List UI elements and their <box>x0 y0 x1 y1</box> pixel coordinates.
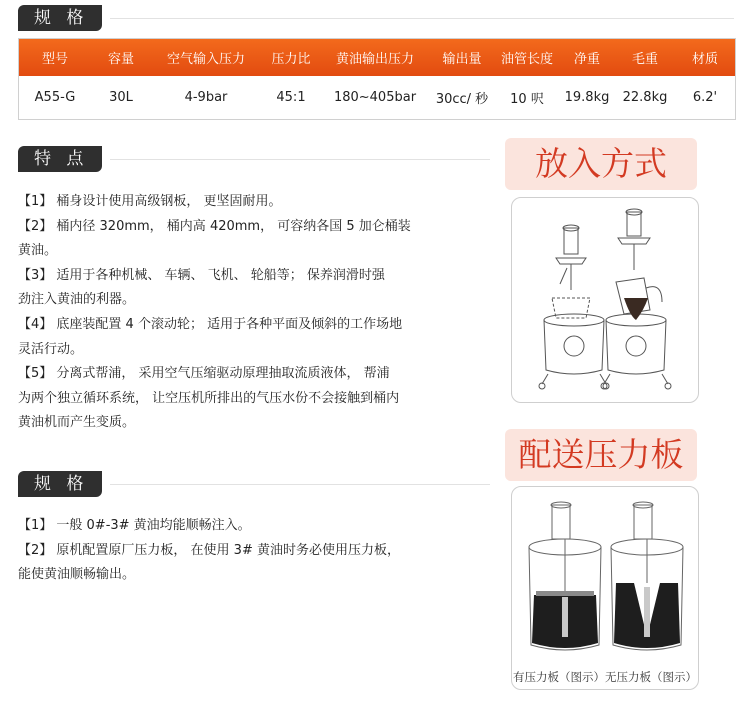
spec-header-ratio: 压力比 <box>271 52 311 67</box>
spec-table <box>18 38 736 120</box>
usage-line: 能使黄油顺畅输出。 <box>18 567 136 583</box>
features-line: 黄油。 <box>18 243 58 259</box>
spec-value-model: A55-G <box>34 90 76 105</box>
placement-title: 放入方式 <box>505 138 697 190</box>
features-line: 劲注入黄油的利器。 <box>18 292 136 308</box>
pressure-plate-illustration <box>511 486 699 690</box>
features-line: 为两个独立循环系统， 让空压机所排出的气压水份不会接触到桶内 <box>18 390 400 406</box>
spec-value-ratio: 45:1 <box>276 90 306 105</box>
pressure-plate-caption: 有压力板（图示）无压力板（图示） <box>513 670 697 684</box>
spec-header-capacity: 容量 <box>107 52 134 67</box>
features-line: 灵活行动。 <box>18 341 84 357</box>
spec-value-grease-pressure: 180~405bar <box>333 90 417 105</box>
spec-header-net-weight: 净重 <box>573 52 600 67</box>
features-section-rule <box>110 159 490 160</box>
spec-table-header <box>19 39 735 76</box>
usage-line: 【2】 原机配置原厂压力板， 在使用 3# 黄油时务必使用压力板， <box>18 542 400 558</box>
features-line: 黄油机而产生变质。 <box>18 415 136 431</box>
features-list <box>18 190 458 436</box>
spec-value-gross-weight: 22.8kg <box>622 90 668 105</box>
spec-value-output: 30cc/ 秒 <box>435 92 489 107</box>
placement-drawing <box>512 198 698 402</box>
spec-header-output: 输出量 <box>442 52 482 67</box>
features-line: 【5】 分离式帮浦， 采用空气压缩驱动原理抽取流质液体， 帮浦 <box>18 366 390 382</box>
spec-section-rule <box>110 18 734 19</box>
usage-list <box>18 514 458 588</box>
spec-header-grease-pressure: 黄油输出压力 <box>335 52 414 67</box>
features-line: 【2】 桶内径 320mm， 桶内高 420mm， 可容纳各国 5 加仑桶装 <box>18 218 411 234</box>
usage-line: 【1】 一般 0#-3# 黄油均能顺畅注入。 <box>18 518 251 533</box>
spec-header-model: 型号 <box>41 52 68 67</box>
usage-section-rule <box>110 484 490 485</box>
spec-header-material: 材质 <box>691 52 718 67</box>
spec-section-tag: 规 格 <box>18 5 102 31</box>
spec-value-net-weight: 19.8kg <box>564 90 610 105</box>
spec-table-row <box>19 76 735 119</box>
features-line: 【1】 桶身设计使用高级钢板， 更坚固耐用。 <box>18 194 282 209</box>
pressure-plate-drawing <box>512 487 698 665</box>
spec-value-hose-length: 10 呎 <box>510 92 544 107</box>
features-line: 【4】 底座装配置 4 个滚动轮； 适用于各种平面及倾斜的工作场地 <box>18 316 403 332</box>
features-section-tag: 特 点 <box>18 146 102 172</box>
spec-header-hose-length: 油管长度 <box>500 52 553 67</box>
spec-value-capacity: 30L <box>109 90 133 105</box>
spec-value-material: 6.2' <box>692 90 718 105</box>
pressure-plate-title: 配送压力板 <box>505 429 697 481</box>
spec-header-gross-weight: 毛重 <box>631 52 658 67</box>
features-line: 【3】 适用于各种机械、 车辆、 飞机、 轮船等； 保养润滑时强 <box>18 267 385 283</box>
usage-section-tag: 规 格 <box>18 471 102 497</box>
spec-value-air-pressure: 4-9bar <box>184 90 228 105</box>
spec-header-air-pressure: 空气输入压力 <box>166 52 245 67</box>
placement-illustration <box>511 197 699 403</box>
